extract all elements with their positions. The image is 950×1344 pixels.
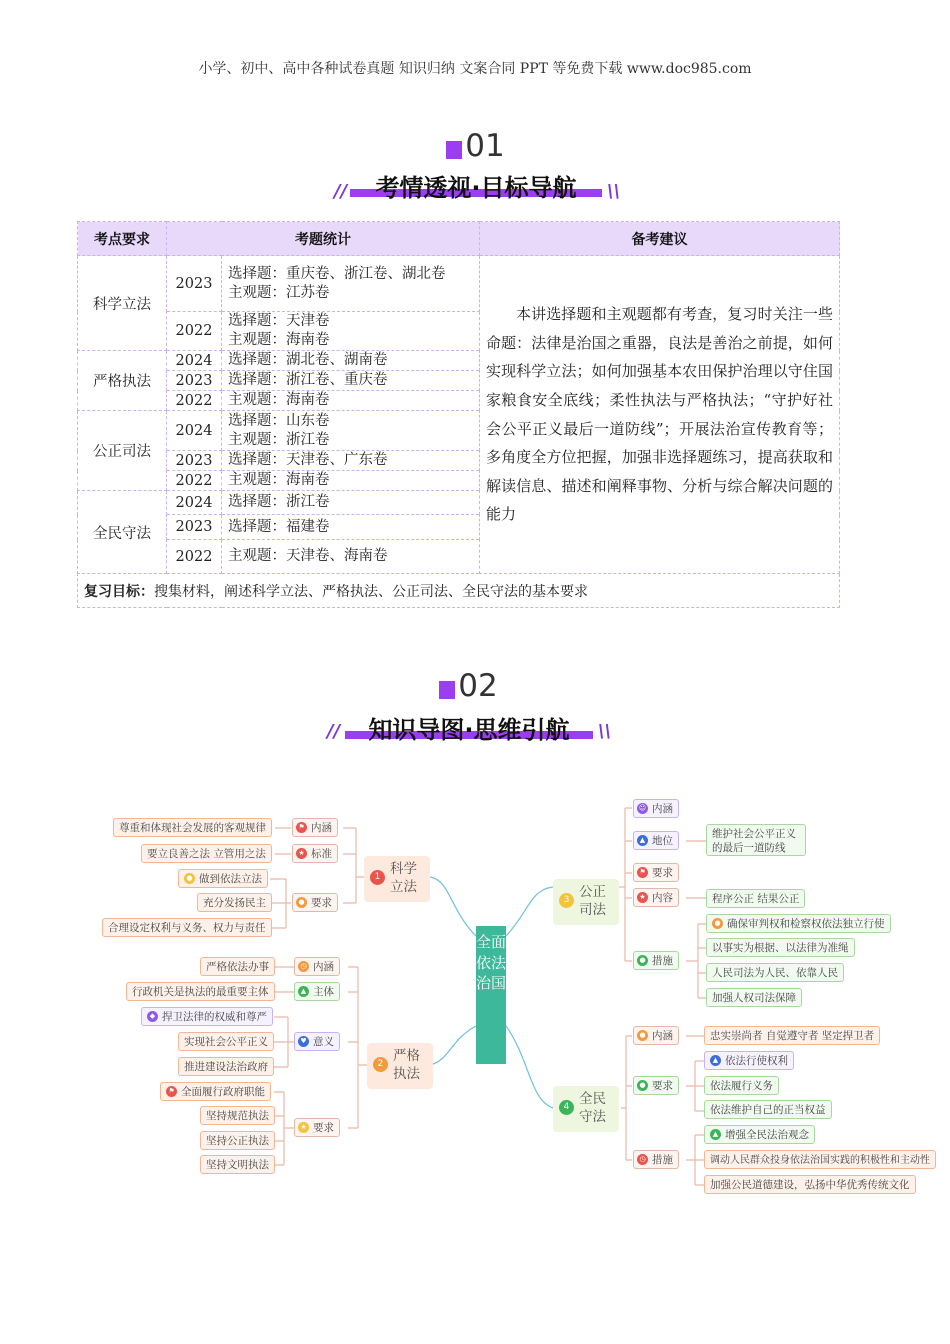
right-slashes-icon: \\: [598, 721, 612, 742]
topic-cell: 科学立法: [78, 256, 167, 351]
label-text: 要求: [652, 867, 673, 879]
chat-icon: ●: [296, 897, 307, 908]
question-cell: 主观题：天津卷、海南卷: [222, 540, 480, 574]
section2-title: 知识导图·思维引航: [368, 716, 570, 744]
header-advice: 备考建议: [480, 222, 840, 256]
question-cell: [222, 312, 480, 351]
connector-b3-leaves: [686, 841, 706, 998]
leaf-text: 增强全民法治观念: [725, 1129, 809, 1141]
label-text: 措施: [652, 1154, 673, 1166]
connector-root-b3: [506, 887, 553, 936]
label-text: 意义: [313, 1036, 334, 1048]
question-line: 主观题：海南卷: [228, 332, 330, 348]
header-topic: 考点要求: [78, 222, 167, 256]
label-yaoqiu: [294, 1118, 340, 1137]
label-yaoqiu: [633, 863, 679, 882]
question-line: 选择题：重庆卷、浙江卷、湖北卷: [228, 265, 446, 282]
label-text: 内涵: [652, 803, 673, 815]
chat-icon: ●: [712, 918, 723, 929]
question-cell: 主观题：海南卷: [222, 471, 480, 491]
star-icon: ★: [298, 1122, 309, 1133]
branch-title: 全民守法: [579, 1091, 606, 1125]
smile-icon: ☺: [638, 803, 647, 812]
leaf-text: 捍卫法律的权威和尊严: [162, 1011, 267, 1023]
label-text: 要求: [311, 897, 332, 909]
leaf-node: 维护社会公平正义的最后一道防线: [706, 824, 806, 856]
leaf-text: 做到依法立法: [199, 873, 262, 885]
label-text: 主体: [313, 986, 334, 998]
year-cell: 2022: [167, 540, 222, 574]
leaf-text: 确保审判权和检察权依法独立行使: [727, 918, 885, 930]
topic-cell: 公正司法: [78, 411, 167, 491]
section1-number: 01: [465, 128, 505, 164]
label-diwei: [633, 831, 679, 850]
branch-number-icon: 2: [373, 1057, 388, 1072]
branch-kexue-lifa: [364, 856, 430, 902]
leaf-node: [160, 1082, 271, 1101]
leaf-node: 以事实为根据、以法律为准绳: [706, 938, 855, 957]
chat-icon: ●: [184, 873, 195, 884]
label-text: 内涵: [311, 822, 332, 834]
section1-title: 考情透视·目标导航: [375, 174, 577, 202]
branch-number-icon: 1: [370, 870, 385, 885]
review-goal: [78, 574, 840, 608]
thumb-icon: ▲: [298, 986, 309, 997]
section1-number-block: [446, 141, 462, 159]
leaf-text: 依法行使权利: [725, 1055, 788, 1067]
clock-icon: ◷: [637, 1154, 648, 1165]
header-stats: 考题统计: [167, 222, 480, 256]
label-cuoshi: [633, 1150, 679, 1169]
branch-number-icon: 4: [559, 1100, 574, 1115]
leaf-node: 加强人权司法保障: [706, 988, 802, 1007]
flag-icon: ⚑: [296, 822, 307, 833]
leaf-node: 合理设定权利与义务、权力与责任: [102, 918, 272, 937]
shield-icon: ◆: [147, 1011, 158, 1022]
year-cell: 2023: [167, 451, 222, 471]
leaf-node: 忠实崇尚者 自觉遵守者 坚定捍卫者: [704, 1026, 880, 1045]
year-cell: 2022: [167, 471, 222, 491]
leaf-node: 实现社会公平正义: [178, 1032, 274, 1051]
question-line: 选择题：山东卷: [228, 412, 330, 429]
leaf-node: 加强公民道德建设，弘扬中华优秀传统文化: [704, 1175, 916, 1194]
question-line: 选择题：天津卷: [228, 313, 330, 329]
label-text: 内涵: [652, 1030, 673, 1042]
thumb-icon: ▲: [710, 1129, 721, 1140]
leaf-node: 行政机关是执法的最重要主体: [126, 982, 275, 1001]
leaf-node: [704, 1125, 815, 1144]
flag-icon: ⚑: [166, 1086, 177, 1097]
question-cell: 选择题：福建卷: [222, 515, 480, 540]
question-cell: 主观题：海南卷: [222, 391, 480, 411]
question-line: 主观题：江苏卷: [228, 284, 330, 301]
star-icon: ★: [296, 848, 307, 859]
year-cell: 2024: [167, 351, 222, 371]
label-text: 内涵: [313, 961, 334, 973]
connector-root-b1: [430, 877, 476, 936]
leaf-node: 人民司法为人民、依靠人民: [706, 963, 844, 982]
label-biaozhun: [292, 844, 338, 863]
chat-icon: ●: [637, 1080, 648, 1091]
question-line: 主观题：浙江卷: [228, 431, 330, 448]
leaf-node: 依法维护自己的正当权益: [704, 1100, 832, 1119]
mindmap-root: 全面依法治国: [476, 926, 506, 1064]
label-zhuti: [294, 982, 340, 1001]
leaf-node: 严格依法办事: [200, 957, 275, 976]
label-text: 标准: [311, 848, 332, 860]
year-cell: 2024: [167, 491, 222, 515]
section2-number-block: [439, 681, 455, 699]
label-yiyi: [294, 1032, 340, 1051]
label-text: 要求: [652, 1080, 673, 1092]
leaf-node: 坚持规范执法: [200, 1106, 275, 1125]
label-text: 内容: [652, 892, 673, 904]
left-slashes-icon: //: [327, 721, 341, 742]
section2-number-wrap: [448, 668, 508, 708]
label-text: 地位: [652, 835, 673, 847]
connector-b1: [343, 828, 364, 903]
year-cell: 2023: [167, 256, 222, 312]
year-cell: 2023: [167, 515, 222, 540]
question-cell: 选择题：湖北卷、湖南卷: [222, 351, 480, 371]
label-neihan: [633, 1026, 679, 1045]
label-neihan: [294, 957, 340, 976]
leaf-node: 程序公正 结果公正: [706, 889, 805, 908]
warning-icon: ▲: [710, 1055, 721, 1066]
year-cell: 2024: [167, 411, 222, 451]
label-neihan: [292, 818, 338, 837]
connector-b4-leaves: [686, 1036, 704, 1185]
label-cuoshi: [633, 951, 679, 970]
clock-icon: ◷: [298, 961, 309, 972]
exam-table: [77, 221, 840, 608]
leaf-node: 推进建设法治政府: [178, 1057, 274, 1076]
leaf-node: 调动人民群众投身依法治国实践的积极性和主动性: [704, 1150, 936, 1169]
branch-quanmin-shoufa: [553, 1086, 619, 1132]
label-yaoqiu: [292, 893, 338, 912]
left-slashes-icon: //: [334, 181, 348, 202]
branch-number-icon: 3: [559, 893, 574, 908]
leaf-node: [704, 1051, 794, 1070]
connector-root-b4: [506, 1026, 553, 1108]
chat-icon: ●: [637, 1030, 648, 1041]
branch-title: 科学立法: [390, 861, 417, 895]
right-slashes-icon: \\: [607, 181, 621, 202]
section2-number: 02: [458, 668, 498, 704]
branch-title: 公正司法: [579, 884, 606, 918]
year-cell: 2023: [167, 371, 222, 391]
leaf-node: [706, 914, 891, 933]
branch-gongzheng-sifa: [553, 879, 619, 925]
question-cell: 选择题：浙江卷、重庆卷: [222, 371, 480, 391]
label-text: 要求: [313, 1122, 334, 1134]
branch-yange-zhifa: [367, 1043, 433, 1089]
warning-icon: ▲: [637, 835, 648, 846]
leaf-node: [141, 1007, 273, 1026]
connector-b4: [621, 1036, 632, 1160]
label-neihan: [633, 799, 679, 818]
question-cell: [222, 411, 480, 451]
connector-b2-leaves: [272, 967, 294, 1165]
star-icon: ★: [637, 892, 648, 903]
review-goal-text: 搜集材料，阐述科学立法、严格执法、公正司法、全民守法的基本要求: [154, 583, 588, 600]
year-cell: 2022: [167, 391, 222, 411]
leaf-node: 坚持公正执法: [200, 1131, 275, 1150]
review-goal-label: 复习目标：: [84, 583, 154, 600]
connector-b3: [619, 808, 632, 961]
leaf-node: 尊重和体现社会发展的客观规律: [113, 818, 272, 837]
leaf-node: 依法履行义务: [704, 1076, 779, 1095]
topic-cell: 严格执法: [78, 351, 167, 411]
leaf-node: 坚持文明执法: [200, 1155, 275, 1174]
heart-icon: ♥: [298, 1036, 309, 1047]
topic-cell: 全民守法: [78, 491, 167, 574]
leaf-node: [178, 869, 268, 888]
label-neirong: [633, 888, 679, 907]
leaf-node: 要立良善之法 立管用之法: [141, 844, 272, 863]
label-text: 措施: [652, 955, 673, 967]
branch-title: 严格执法: [393, 1048, 420, 1082]
page-header: 小学、初中、高中各种试卷真题 知识归纳 文案合同 PPT 等免费下载 www.doc985.com: [198, 61, 752, 77]
connector-root-b2: [430, 1026, 476, 1065]
question-cell: [222, 256, 480, 312]
question-cell: 选择题：浙江卷: [222, 491, 480, 515]
section1-number-wrap: [455, 128, 515, 168]
advice-cell: 本讲选择题和主观题都有考查，复习时关注一些命题：法律是治国之重器，良法是善治之前提，如何实现科学立法；如何加强基本农田保护治理以守住国家粮食安全底线；柔性执法与严格执法；“守护好社会公平正义最后一道防线”；开展法治宣传教育等；多角度全方位把握，加强非选择题练习，提高获取和解读信息、描述和阐释事物、分析与综合解决问题的能力: [480, 256, 840, 574]
connector-b2: [348, 967, 367, 1128]
flag-icon: ⚑: [637, 867, 648, 878]
leaf-node: 充分发扬民主: [197, 893, 272, 912]
label-yaoqiu: [633, 1076, 679, 1095]
connector-b1-leaves: [270, 828, 291, 928]
chat-icon: ●: [637, 955, 648, 966]
leaf-text: 全面履行政府职能: [181, 1086, 265, 1098]
question-cell: 选择题：天津卷、广东卷: [222, 451, 480, 471]
year-cell: 2022: [167, 312, 222, 351]
